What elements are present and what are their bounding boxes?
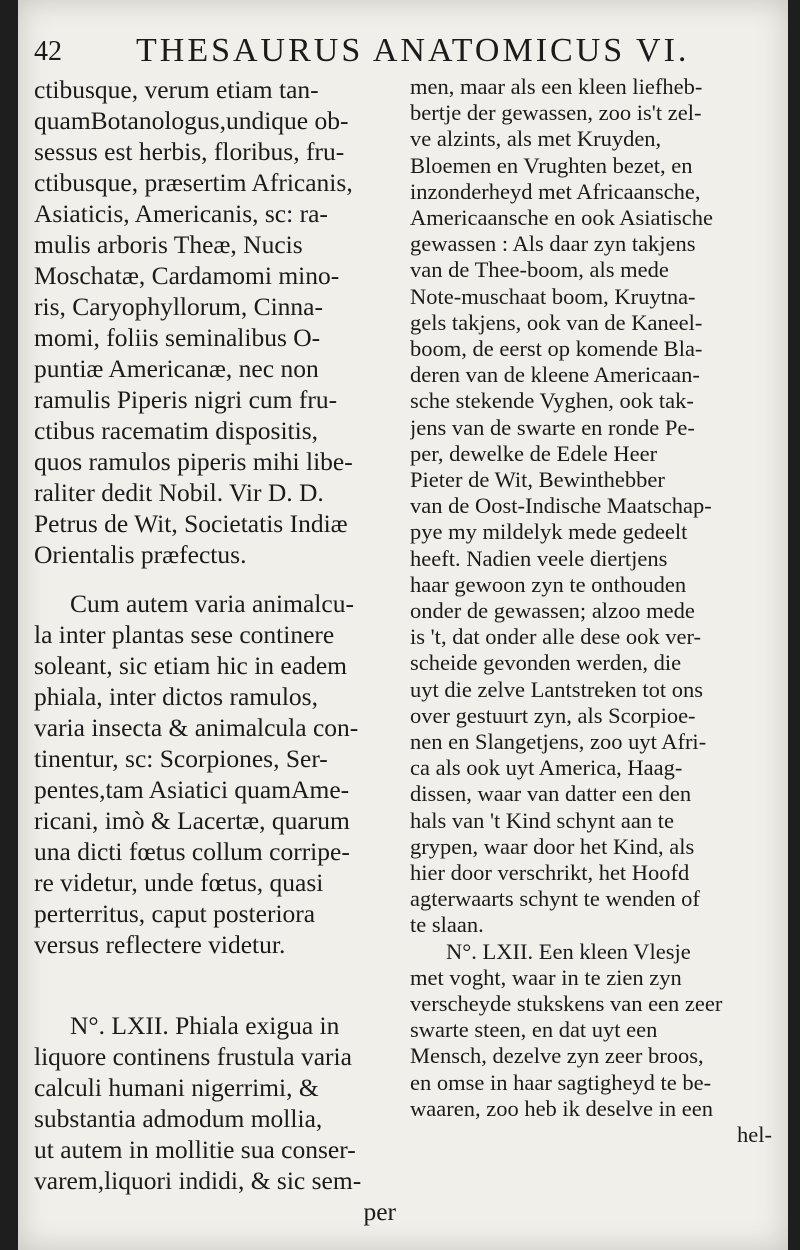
dutch-text-line: bertje der gewassen, zoo is't zel- bbox=[410, 100, 702, 125]
dutch-text-line: te slaan. bbox=[410, 912, 484, 937]
latin-text-line: versus reflectere videtur. bbox=[34, 930, 286, 959]
dutch-text-line: agterwaarts schynt te wenden of bbox=[410, 886, 700, 911]
dutch-text-line: verscheyde stukskens van een zeer bbox=[410, 991, 723, 1016]
dutch-text-line: scheide gevonden werden, die bbox=[410, 650, 682, 675]
dutch-text-line: van de Thee-boom, als mede bbox=[410, 257, 669, 282]
page-number: 42 bbox=[34, 36, 62, 67]
latin-text-line: perterritus, caput posteriora bbox=[34, 899, 316, 928]
latin-text-line: per bbox=[363, 1197, 396, 1226]
dutch-text-line: pye my mildelyk mede gedeelt bbox=[410, 519, 688, 544]
latin-text-line: puntiæ Americanæ, nec non bbox=[34, 354, 319, 383]
latin-text-line: liquore continens frustula varia bbox=[34, 1042, 352, 1071]
latin-text-line: raliter dedit Nobil. Vir D. D. bbox=[34, 478, 324, 507]
dutch-text-line: en omse in haar sagtigheyd te be- bbox=[410, 1070, 712, 1095]
dutch-text-line: nen en Slangetjens, zoo uyt Afri- bbox=[410, 729, 707, 754]
dutch-text-line: inzonderheyd met Africaansche, bbox=[410, 179, 701, 204]
dutch-text-line: waaren, zoo heb ik deselve in een bbox=[410, 1096, 713, 1121]
dutch-text-line: over gestuurt zyn, als Scorpioe- bbox=[410, 703, 696, 728]
dutch-text-line: hier door verschrikt, het Hoofd bbox=[410, 860, 690, 885]
dutch-text-line: ve alzints, als met Kruyden, bbox=[410, 126, 662, 151]
latin-text-line: sessus est herbis, floribus, fru- bbox=[34, 137, 345, 166]
latin-text-line: Cum autem varia animalcu- bbox=[70, 589, 354, 618]
dutch-text-line: Americaansche en ook Asiatische bbox=[410, 205, 714, 230]
dutch-text-line: sche stekende Vyghen, ook tak- bbox=[410, 388, 694, 413]
latin-text-line: una dicti fœtus collum corripe- bbox=[34, 837, 350, 866]
dutch-text-line: grypen, waar door het Kind, als bbox=[410, 834, 695, 859]
dutch-text-line: ca als ook uyt America, Haag- bbox=[410, 755, 683, 780]
latin-text-line: la inter plantas sese continere bbox=[34, 620, 335, 649]
latin-text-line: Petrus de Wit, Societatis Indiæ bbox=[34, 509, 348, 538]
latin-text-line: ctibusque, verum etiam tan- bbox=[34, 75, 319, 104]
latin-text-line: varem,liquori indidi, & sic sem- bbox=[34, 1166, 362, 1195]
page-header bbox=[18, 30, 788, 70]
latin-text-line: ricani, imò & Lacertæ, quarum bbox=[34, 806, 350, 835]
dutch-text-line: onder de gewassen; alzoo mede bbox=[410, 598, 695, 623]
latin-text-line: Asiaticis, Americanis, sc: ra- bbox=[34, 199, 328, 228]
latin-text-line: Orientalis præfectus. bbox=[34, 540, 247, 569]
dutch-text-line: Bloemen en Vrughten bezet, en bbox=[410, 153, 693, 178]
latin-text-line: momi, foliis seminalibus O- bbox=[34, 323, 321, 352]
dutch-text-line: hals van 't Kind schynt aan te bbox=[410, 808, 674, 833]
latin-text-line: calculi humani nigerrimi, & bbox=[34, 1073, 319, 1102]
dutch-text-line: swarte steen, en dat uyt een bbox=[410, 1017, 658, 1042]
book-page bbox=[18, 0, 788, 1250]
latin-text-line: tinentur, sc: Scorpiones, Ser- bbox=[34, 744, 328, 773]
latin-text-line: substantia admodum mollia, bbox=[34, 1104, 323, 1133]
dutch-text-line: men, maar als een kleen liefheb- bbox=[410, 74, 703, 99]
latin-text-line: mulis arboris Theæ, Nucis bbox=[34, 230, 303, 259]
latin-text-line: ctibus racematim dispositis, bbox=[34, 416, 318, 445]
latin-text-line: quos ramulos piperis mihi libe- bbox=[34, 447, 353, 476]
running-title: THESAURUS ANATOMICUS VI. bbox=[136, 32, 690, 69]
latin-text-line: phiala, inter dictos ramulos, bbox=[34, 682, 318, 711]
dutch-text-line: gels takjens, ook van de Kaneel- bbox=[410, 310, 703, 335]
dutch-text-line: Note-muschaat boom, Kruytna- bbox=[410, 284, 696, 309]
dutch-text-line: gewassen : Als daar zyn takjens bbox=[410, 231, 696, 256]
dutch-text-line: heeft. Nadien veele diertjens bbox=[410, 546, 668, 571]
dutch-text-line: van de Oost-Indische Maatschap- bbox=[410, 493, 712, 518]
dutch-text-line: per, dewelke de Edele Heer bbox=[410, 441, 658, 466]
latin-text-line: ctibusque, præsertim Africanis, bbox=[34, 168, 353, 197]
dutch-text-line: N°. LXII. Een kleen Vlesje bbox=[446, 939, 691, 964]
latin-text-line: pentes,tam Asiatici quamAme- bbox=[34, 775, 350, 804]
dutch-text-line: dissen, waar van datter een den bbox=[410, 781, 692, 806]
latin-text-line: ramulis Piperis nigri cum fru- bbox=[34, 385, 338, 414]
latin-text-line: soleant, sic etiam hic in eadem bbox=[34, 651, 347, 680]
latin-text-line: ut autem in mollitie sua conser- bbox=[34, 1135, 356, 1164]
dutch-text-line: deren van de kleene Americaan- bbox=[410, 362, 700, 387]
dutch-text-line: Pieter de Wit, Bewinthebber bbox=[410, 467, 665, 492]
latin-text-line: Moschatæ, Cardamomi mino- bbox=[34, 261, 340, 290]
dutch-text-line: boom, de eerst op komende Bla- bbox=[410, 336, 703, 361]
latin-text-line: N°. LXII. Phiala exigua in bbox=[70, 1011, 340, 1040]
latin-text-line: quamBotanologus,undique ob- bbox=[34, 106, 349, 135]
dutch-text-line: Mensch, dezelve zyn zeer broos, bbox=[410, 1043, 704, 1068]
latin-text-line: ris, Caryophyllorum, Cinna- bbox=[34, 292, 323, 321]
dutch-text-line: hel- bbox=[737, 1122, 772, 1147]
dutch-text-line: met voght, waar in te zien zyn bbox=[410, 965, 682, 990]
dutch-text-line: haar gewoon zyn te onthouden bbox=[410, 572, 687, 597]
dutch-text-line: is 't, dat onder alle dese ook ver- bbox=[410, 624, 702, 649]
latin-text-line: varia insecta & animalcula con- bbox=[34, 713, 359, 742]
dutch-text-line: jens van de swarte en ronde Pe- bbox=[410, 415, 695, 440]
dutch-text-line: uyt die zelve Lantstreken tot ons bbox=[410, 677, 704, 702]
latin-text-line: re videtur, unde fœtus, quasi bbox=[34, 868, 324, 897]
